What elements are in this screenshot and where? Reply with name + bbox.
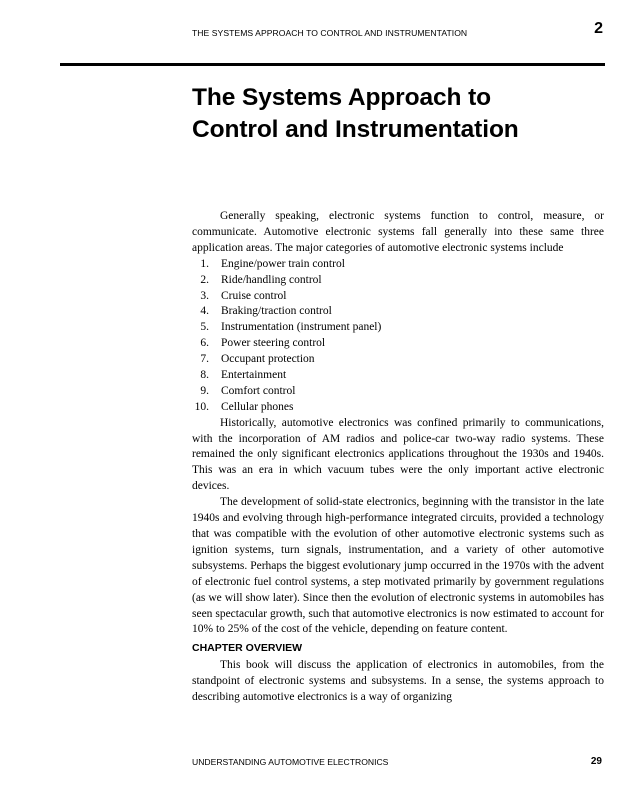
list-item-number: 7. xyxy=(200,353,209,366)
list-item-number: 9. xyxy=(200,384,209,397)
list-item-text: Cruise control xyxy=(221,289,287,302)
list-item xyxy=(192,368,604,384)
chapter-number: 2 xyxy=(594,20,603,37)
list-item xyxy=(192,400,604,416)
list-item-number: 1. xyxy=(200,257,209,270)
categories-list xyxy=(192,257,604,416)
list-item xyxy=(192,273,604,289)
list-item-text: Instrumentation (instrument panel) xyxy=(221,321,382,334)
list-item xyxy=(192,320,604,336)
list-item-number: 3. xyxy=(200,289,209,302)
list-item-number: 2. xyxy=(200,273,209,286)
list-item xyxy=(192,384,604,400)
list-item-number: 8. xyxy=(200,368,209,381)
list-item-text: Occupant protection xyxy=(221,353,315,366)
list-item-text: Ride/handling control xyxy=(221,273,322,286)
chapter-title xyxy=(192,82,519,146)
list-item xyxy=(192,304,604,320)
body-text xyxy=(192,209,604,706)
list-item xyxy=(192,336,604,352)
running-foot: UNDERSTANDING AUTOMOTIVE ELECTRONICS xyxy=(192,757,389,767)
list-item-number: 4. xyxy=(200,305,209,318)
list-item-number: 10. xyxy=(194,400,209,413)
list-item-text: Entertainment xyxy=(221,368,287,381)
intro-paragraph: Generally speaking, electronic systems function to control, measure, or communicate. Automotive electronic systems fall generally into these same three application areas. The major categories of automotive electronic systems include xyxy=(192,210,604,254)
overview-paragraph: This book will discuss the application of electronics in automobiles, from the standpoint of electronic systems and subsystems. In a sense, the systems approach to describing automotive electronics is a way of organizing xyxy=(192,659,604,704)
historical-paragraph: Historically, automotive electronics was confined primarily to communications, with the incorporation of AM radios and police-car two-way radio systems. These remained the only significant electronics applications throughout the 1930s and 1940s. This was an era in which vacuum tubes were the only important active electronic devices. xyxy=(192,416,604,493)
list-item-text: Power steering control xyxy=(221,337,326,350)
list-item-text: Engine/power train control xyxy=(221,257,345,270)
list-item-text: Comfort control xyxy=(221,384,296,397)
running-head: THE SYSTEMS APPROACH TO CONTROL AND INSTRUMENTATION xyxy=(192,28,468,38)
page-number: 29 xyxy=(590,756,602,767)
section-heading: CHAPTER OVERVIEW xyxy=(192,642,303,655)
list-item xyxy=(192,352,604,368)
list-item-text: Braking/traction control xyxy=(221,305,332,318)
list-item-number: 5. xyxy=(200,321,209,334)
list-item-number: 6. xyxy=(200,337,209,350)
chapter-title-line-2: Control and Instrumentation xyxy=(192,116,519,143)
header-rule xyxy=(60,63,605,66)
development-paragraph: The development of solid-state electronics, beginning with the transistor in the late 1940s and evolving through high-performance integrated circuits, provided a technology that was compatible with the evolution of other automotive electronic systems such as ignition systems, turn signals, instrumentation, and a variety of other automotive subsystems. Perhaps the biggest evolutionary jump occurred in the 1970s with the advent of electronic fuel control systems, a step motivated primarily by government regulations (as we will show later). Since then the evolution of electronic systems in automobiles has seen spectacular growth, such that automotive electronics is now estimated to account for 10% to 25% of the cost of the vehicle, depending on feature content. xyxy=(192,496,604,636)
list-item xyxy=(192,257,604,273)
list-item xyxy=(192,289,604,305)
list-item-text: Cellular phones xyxy=(221,400,294,413)
chapter-title-line-1: The Systems Approach to xyxy=(192,84,492,111)
